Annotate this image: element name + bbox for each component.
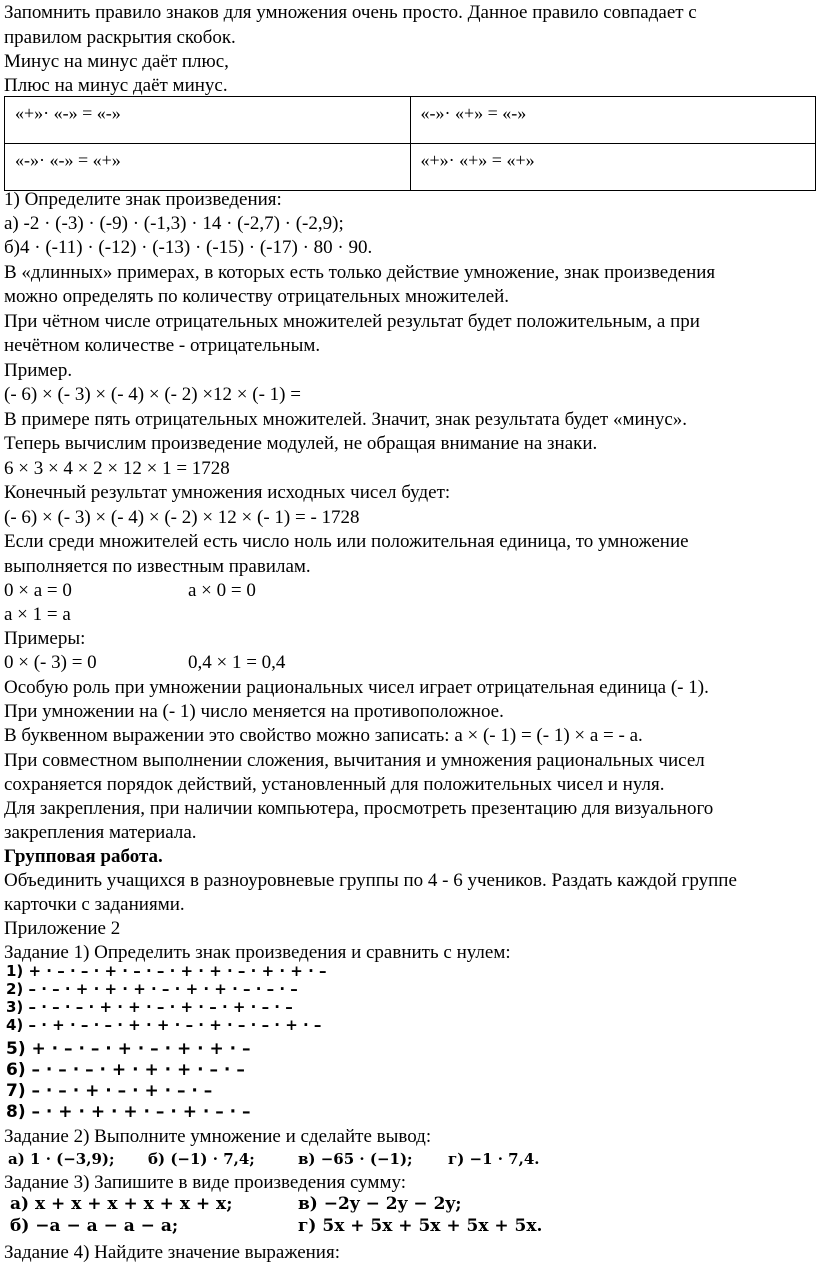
table-cell: «-»· «-» = «+» — [5, 144, 411, 191]
body3-line: Объединить учащихся в разноуровневые группы по 4 - 6 учеников. Раздать каждой группе — [4, 870, 737, 891]
task2-item-v: в) −65 · (−1); — [298, 1150, 413, 1168]
intro-line-2: правилом раскрытия скобок. — [4, 27, 236, 48]
task3-item-g: г) 5x + 5x + 5x + 5x + 5x. — [298, 1216, 543, 1236]
task1-row: 6) – · – · – · + · + · + · – · – — [6, 1060, 245, 1080]
body-line: можно определять по количеству отрицательных множителей. — [4, 286, 510, 307]
body-line: б)4 · (-11) · (-12) · (-13) · (-15) · (-17) · 80 · 90. — [4, 237, 373, 258]
body-line: (- 6) × (- 3) × (- 4) × (- 2) ×12 × (- 1) = — [4, 384, 301, 405]
body-line: При чётном числе отрицательных множителей результат будет положительным, а при — [4, 311, 700, 332]
example-right: 0,4 × 1 = 0,4 — [188, 652, 286, 673]
zero-rule-right: a × 0 = 0 — [188, 580, 256, 601]
body-line: 6 × 3 × 4 × 2 × 12 × 1 = 1728 — [4, 458, 230, 479]
body-line: нечётном количестве - отрицательным. — [4, 335, 321, 356]
body3-line: карточки с заданиями. — [4, 894, 185, 915]
task3-item-v: в) −2y − 2y − 2y; — [298, 1194, 462, 1214]
body-line: Теперь вычислим произведение модулей, не обращая внимание на знаки. — [4, 433, 598, 454]
task3-item-a: а) x + x + x + x + x + x; — [10, 1194, 233, 1214]
body-line: Пример. — [4, 360, 73, 381]
table-cell: «+»· «-» = «-» — [5, 97, 411, 144]
zero-rule-left: 0 × a = 0 — [4, 580, 72, 601]
body-line: В примере пять отрицательных множителей. Значит, знак результата будет «минус». — [4, 409, 688, 430]
body-line: В «длинных» примерах, в которых есть только действие умножение, знак произведения — [4, 262, 716, 283]
body-line: Если среди множителей есть число ноль или положительная единица, то умножение — [4, 531, 689, 552]
table-row — [5, 144, 816, 191]
task2-label: Задание 2) Выполните умножение и сделайте вывод: — [4, 1126, 432, 1147]
examples-label: Примеры: — [4, 628, 86, 649]
body-line: выполняется по известным правилам. — [4, 556, 311, 577]
task1-row: 1) + · – · – · + · – · – · + · + · – · + · + · – — [6, 962, 327, 980]
group-work-heading: Групповая работа. — [4, 846, 163, 867]
task4-label: Задание 4) Найдите значение выражения: — [4, 1242, 340, 1263]
example-left: 0 × (- 3) = 0 — [4, 652, 97, 673]
body2-line: При совместном выполнении сложения, вычитания и умножения рациональных чисел — [4, 750, 705, 771]
body-line: 1) Определите знак произведения: — [4, 189, 282, 210]
task1-row: 2) – · – · + · + · + · – · + · + · – · – · – — [6, 980, 298, 998]
body-line: (- 6) × (- 3) × (- 4) × (- 2) × 12 × (- 1) = - 1728 — [4, 507, 360, 528]
task1-row: 3) – · – · – · + · + · – · + · – · + · – · – — [6, 998, 293, 1016]
sign-rules-table — [4, 96, 816, 191]
table-cell: «-»· «+» = «-» — [410, 97, 816, 144]
task1-row: 7) – · – · + · – · + · – · – — [6, 1081, 213, 1101]
task2-item-g: г) −1 · 7,4. — [448, 1150, 540, 1168]
task1-row: 5) + · – · – · + · – · + · + · – — [6, 1039, 251, 1059]
body3-line: Задание 1) Определить знак произведения и сравнить с нулем: — [4, 942, 511, 963]
task3-item-b: б) −a − a − a − a; — [10, 1216, 179, 1236]
task1-row: 8) – · + · + · + · – · + · – · – — [6, 1102, 251, 1122]
task1-row: 4) – · + · – · – · + · + · – · + · – · – · + · – — [6, 1016, 322, 1034]
body3-line: Приложение 2 — [4, 918, 121, 939]
body-line: а) -2 · (-3) · (-9) · (-1,3) · 14 · (-2,7) · (-2,9); — [4, 213, 344, 234]
body-line: Конечный результат умножения исходных чисел будет: — [4, 482, 451, 503]
body2-line: Особую роль при умножении рациональных чисел играет отрицательная единица (- 1). — [4, 677, 709, 698]
task3-label: Задание 3) Запишите в виде произведения сумму: — [4, 1172, 406, 1193]
table-row — [5, 97, 816, 144]
body2-line: В буквенном выражении это свойство можно записать: a × (- 1) = (- 1) × a = - a. — [4, 725, 643, 746]
table-cell: «+»· «+» = «+» — [410, 144, 816, 191]
intro-line-1: Запомнить правило знаков для умножения очень просто. Данное правило совпадает с — [4, 2, 697, 23]
intro-line-4: Плюс на минус даёт минус. — [4, 75, 228, 96]
task2-item-b: б) (−1) · 7,4; — [148, 1150, 255, 1168]
task2-item-a: а) 1 · (−3,9); — [8, 1150, 115, 1168]
body2-line: закрепления материала. — [4, 822, 197, 843]
one-rule: a × 1 = a — [4, 604, 71, 625]
intro-line-3: Минус на минус даёт плюс, — [4, 51, 229, 72]
body2-line: сохраняется порядок действий, установленный для положительных чисел и нуля. — [4, 774, 665, 795]
body2-line: При умножении на (- 1) число меняется на противоположное. — [4, 701, 504, 722]
body2-line: Для закрепления, при наличии компьютера, просмотреть презентацию для визуального — [4, 798, 714, 819]
